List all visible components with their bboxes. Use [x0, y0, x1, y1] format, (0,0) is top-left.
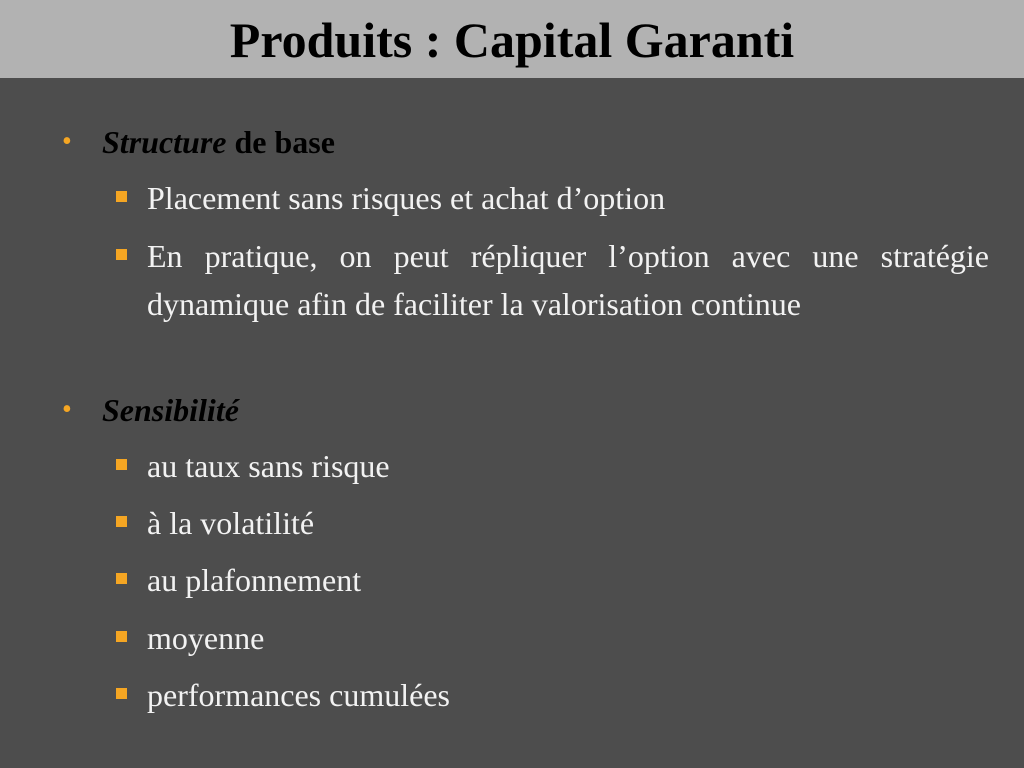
- sub-bullet-item: [116, 614, 989, 662]
- section-heading: [102, 123, 335, 161]
- section-heading-rest: de base: [226, 124, 335, 160]
- square-bullet-icon: [116, 573, 127, 584]
- section-heading: [102, 391, 239, 429]
- square-bullet-icon: [116, 459, 127, 470]
- square-bullet-icon: [116, 191, 127, 202]
- section-heading-italic: Structure: [102, 124, 227, 160]
- square-bullet-icon: [116, 688, 127, 699]
- bullet-dot-icon: •: [62, 126, 72, 157]
- sub-bullet-text: En pratique, on peut répliquer l’option avec une stratégie dynamique afin de faciliter la valorisation continue: [147, 238, 989, 322]
- sub-bullet-item: [116, 442, 989, 490]
- sub-bullet-text: au plafonnement: [147, 562, 362, 598]
- square-bullet-icon: [116, 516, 127, 527]
- sub-bullet-text: au taux sans risque: [147, 448, 390, 484]
- sub-bullet-item: [116, 556, 989, 604]
- sub-bullet-item: [116, 671, 989, 719]
- sub-bullet-text: à la volatilité: [147, 505, 315, 541]
- sub-bullet-item: [116, 232, 989, 328]
- sub-bullet-text: performances cumulées: [147, 677, 450, 713]
- sub-bullet-item: [116, 499, 989, 547]
- title-bar: [0, 0, 1024, 78]
- square-bullet-icon: [116, 249, 127, 260]
- bullet-dot-icon: •: [62, 394, 72, 425]
- square-bullet-icon: [116, 631, 127, 642]
- sub-bullet-text: moyenne: [147, 620, 265, 656]
- slide-content: [0, 78, 1024, 768]
- sub-bullet-text: Placement sans risques et achat d’option: [147, 180, 666, 216]
- sub-bullet-item: [116, 174, 989, 222]
- section-heading-italic: Sensibilité: [102, 392, 239, 428]
- page-title: Produits : Capital Garanti: [229, 12, 795, 68]
